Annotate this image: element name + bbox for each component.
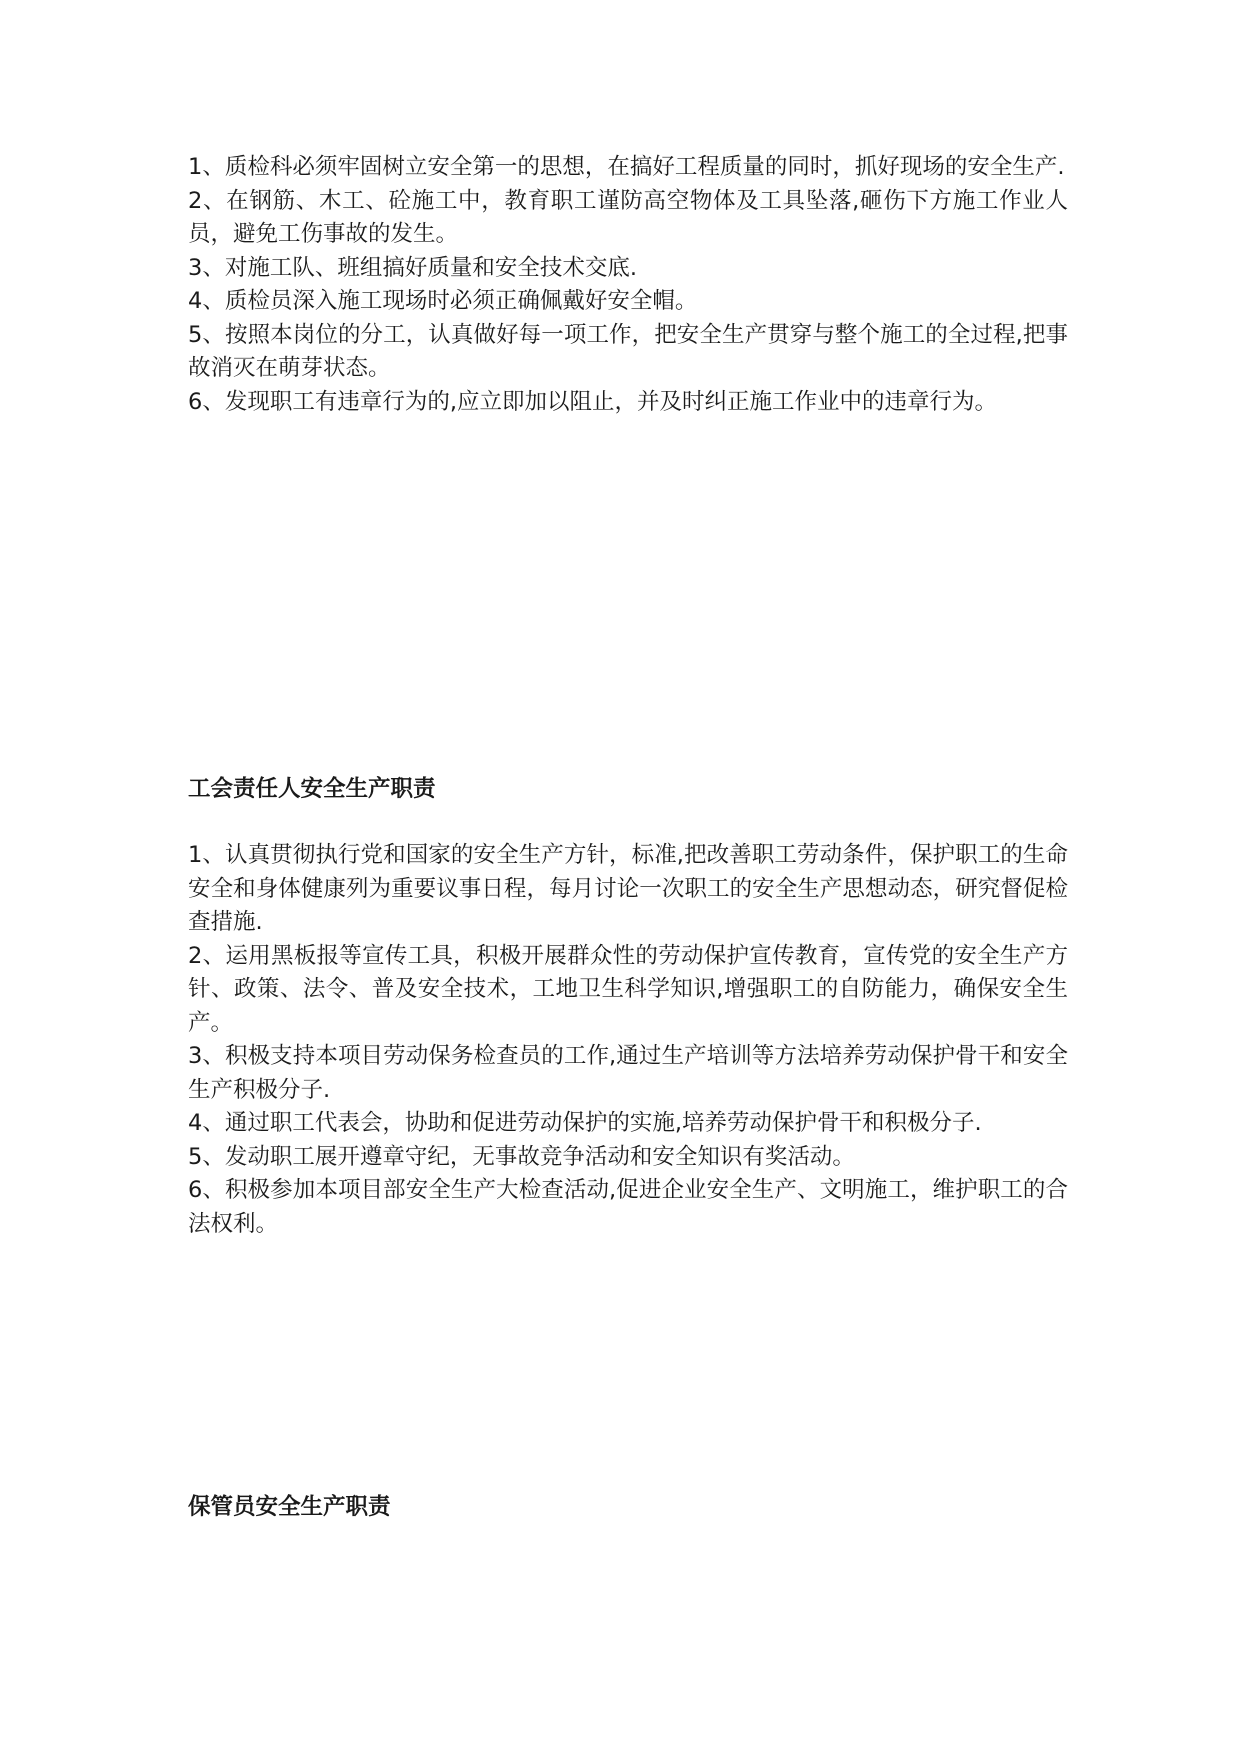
section-quality-inspection bbox=[188, 151, 1068, 419]
list-item: 3、积极支持本项目劳动保务检查员的工作,通过生产培训等方法培养劳动保护骨干和安全生产积极分子. bbox=[188, 1043, 1068, 1103]
list-item: 6、积极参加本项目部安全生产大检查活动,促进企业安全生产、文明施工，维护职工的合法权利。 bbox=[188, 1177, 1068, 1237]
list-item: 2、运用黑板报等宣传工具，积极开展群众性的劳动保护宣传教育，宣传党的安全生产方针、政策、法令、普及安全技术，工地卫生科学知识,增强职工的自防能力，确保安全生产。 bbox=[188, 942, 1068, 1036]
section-title-union: 工会责任人安全生产职责 bbox=[188, 776, 436, 802]
list-item: 4、通过职工代表会，协助和促进劳动保护的实施,培养劳动保护骨干和积极分子. bbox=[188, 1110, 982, 1136]
list-item: 5、按照本岗位的分工，认真做好每一项工作，把安全生产贯穿与整个施工的全过程,把事故消灭在萌芽状态。 bbox=[188, 321, 1068, 381]
list-item: 5、发动职工展开遵章守纪，无事故竞争活动和安全知识有奖活动。 bbox=[188, 1143, 855, 1170]
list-item: 4、质检员深入施工现场时必须正确佩戴好安全帽。 bbox=[188, 288, 698, 314]
list-item: 2、在钢筋、木工、砼施工中，教育职工谨防高空物体及工具坠落,砸伤下方施工作业人员，避免工伤事故的发生。 bbox=[188, 187, 1068, 247]
list-item: 3、对施工队、班组搞好质量和安全技术交底. bbox=[188, 254, 637, 281]
list-item: 1、质检科必须牢固树立安全第一的思想，在搞好工程质量的同时，抓好现场的安全生产. bbox=[188, 154, 1065, 180]
section-title-storekeeper: 保管员安全生产职责 bbox=[188, 1494, 391, 1520]
list-item: 1、认真贯彻执行党和国家的安全生产方针，标准,把改善职工劳动条件，保护职工的生命安全和身体健康列为重要议事日程，每月讨论一次职工的安全生产思想动态，研究督促检查措施. bbox=[188, 842, 1068, 935]
list-item: 6、发现职工有违章行为的,应立即加以阻止，并及时纠正施工作业中的违章行为。 bbox=[188, 388, 997, 415]
section-union-responsibilities bbox=[188, 839, 1068, 1241]
